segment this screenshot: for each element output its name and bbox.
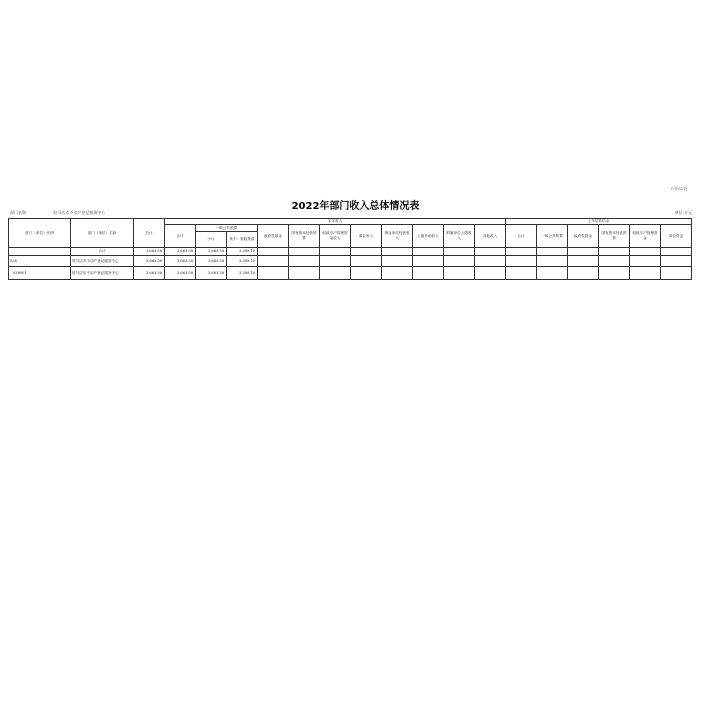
row-small-total: 3,663.58 xyxy=(196,248,227,256)
header-superior-subsidy: 上级补助收入 xyxy=(413,225,444,248)
table-number-note: 公开02表 xyxy=(670,186,688,191)
header-current-income: 本年收入 xyxy=(165,219,506,225)
row-name: 合计 xyxy=(71,248,134,256)
header-carryover: 上年结转结余 xyxy=(506,219,692,225)
row-small-total: 3,663.58 xyxy=(196,256,227,267)
table-row xyxy=(9,248,711,256)
table-row xyxy=(9,267,711,280)
row-name: 驻马店市不动产登记服务中心 xyxy=(71,256,134,267)
header-code: 部门（单位）代码 xyxy=(9,219,71,248)
row-small-total: 3,663.58 xyxy=(196,267,227,280)
department-info xyxy=(10,210,105,216)
header-co-special: 财政专户管理资金 xyxy=(630,225,661,248)
row-total: 3,663.58 xyxy=(134,256,165,267)
header-other-income: 其他收入 xyxy=(475,225,506,248)
header-subordinate-income: 附属单位上缴收入 xyxy=(444,225,475,248)
income-table xyxy=(8,218,711,280)
header-operating-income: 事业单位经营收入 xyxy=(382,225,413,248)
header-small-total: 小计 xyxy=(196,232,227,248)
table-row xyxy=(9,256,711,267)
header-co-unit: 单位资金 xyxy=(661,225,692,248)
department-label: 部门名称: xyxy=(10,210,28,215)
row-code xyxy=(9,248,71,256)
department-value: 驻马店市不动产登记服务中心 xyxy=(53,210,106,215)
header-co-state-capital: 国有资本经营预算 xyxy=(599,225,630,248)
row-code: 038001 xyxy=(9,267,71,280)
row-name: 驻马店市不动产登记服务中心 xyxy=(71,267,134,280)
header-co-gov-fund: 政府性基金 xyxy=(568,225,599,248)
header-general-budget: 一般公共预算 xyxy=(196,225,258,232)
header-co-total: 合计 xyxy=(506,225,537,248)
row-total: 3,663.58 xyxy=(134,267,165,280)
header-state-capital: 国有资本经营预算 xyxy=(289,225,320,248)
header-subtotal: 合计 xyxy=(165,225,196,248)
row-subtotal: 3,663.58 xyxy=(165,267,196,280)
header-special-fiscal: 财政专户管理资金收入 xyxy=(320,225,351,248)
header-name: 部门（单位）名称 xyxy=(71,219,134,248)
row-code: 038 xyxy=(9,256,71,267)
header-total: 总计 xyxy=(134,219,165,248)
unit-label: 单位:万元 xyxy=(674,210,692,215)
row-subtotal: 3,663.58 xyxy=(165,256,196,267)
header-gov-fund: 政府性基金 xyxy=(258,225,289,248)
row-fiscal-grant: 3,389.10 xyxy=(227,267,258,280)
row-fiscal-grant: 3,389.10 xyxy=(227,248,258,256)
header-co-general: 一般公共预算 xyxy=(537,225,568,248)
header-fiscal-grant: 其中：财政拨款 xyxy=(227,232,258,248)
row-fiscal-grant: 3,389.10 xyxy=(227,256,258,267)
row-total: 3,663.58 xyxy=(134,248,165,256)
header-business-income: 事业收入 xyxy=(351,225,382,248)
page-title: 2022年部门收入总体情况表 xyxy=(291,201,420,212)
row-subtotal: 3,663.58 xyxy=(165,248,196,256)
